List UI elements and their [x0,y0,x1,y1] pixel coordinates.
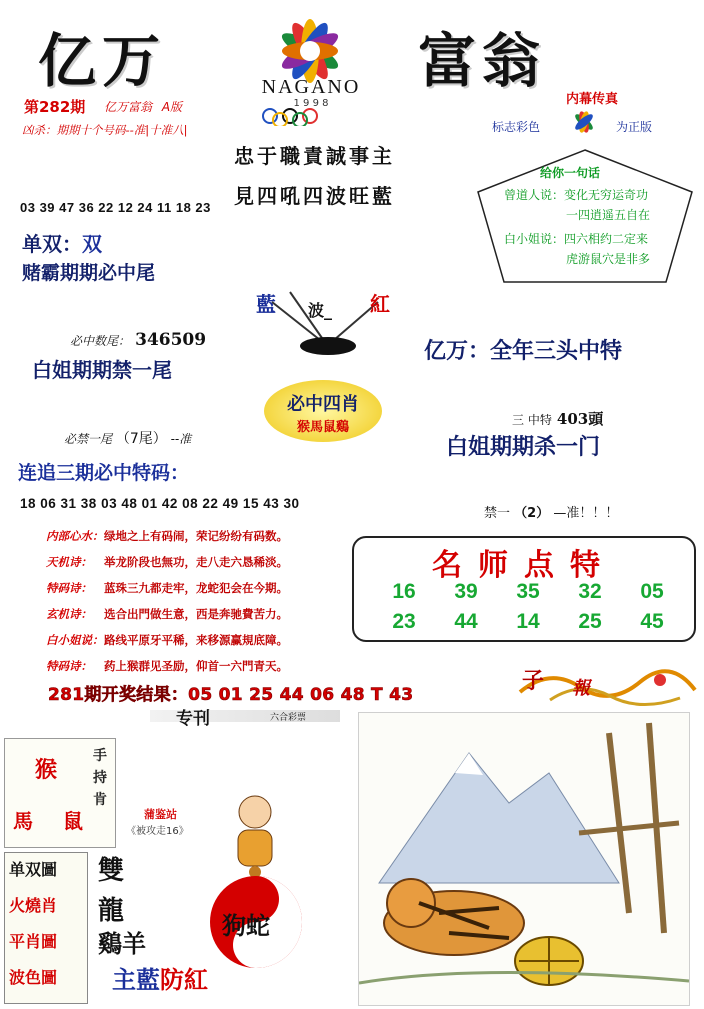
slogan-line1: 忠于職責誠事主 [234,144,395,168]
special-issue-title: 专刊 [176,709,210,729]
legend-item: 单双圖 [9,860,58,879]
poem-text: 选合出門做生意，西是奔驰費苦力。 [104,607,288,621]
title-right: 富翁 [418,27,547,95]
pentagon-line3 [504,230,648,247]
pentagon-line1 [504,186,648,203]
poem-key: 特码诗： [46,581,92,595]
mini-logo-icon [562,110,606,140]
poem-row [46,580,288,596]
bm-main [112,960,208,995]
poem-key: 特码诗： [46,659,92,673]
master-number: 05 [640,580,664,603]
bm-main-blue: 主藍 [112,965,160,994]
bm-chicken-sheep: 鷄羊 [98,929,146,958]
poem-text: 蓝珠三九都走牢，龙蛇犯会在今期。 [104,581,288,595]
poem-key: 白小姐说： [46,633,104,647]
pentagon-line1-text: 变化无穷运奇功 [564,188,649,202]
yin-yang-badge [206,872,306,972]
special-numbers: 18 06 31 38 03 48 01 42 08 22 49 15 43 30 [20,496,300,511]
bl-vertical: 手持肯 [93,748,107,808]
ban-one [484,502,618,521]
four-zodiac-title: 必中四肖 [287,394,359,415]
bl-rat: 鼠 [63,809,83,833]
tiger-illustration [358,712,690,1006]
poem-row [46,528,288,544]
master-number: 23 [392,610,416,633]
fax-row [492,110,672,140]
yiwan-head: 亿万：全年三头中特 [424,339,623,364]
ban-tail-label: 必禁一尾 [64,432,113,446]
zodiac-left: 子 [522,668,545,694]
bl-monkey: 猴 [35,757,58,783]
bl-tag-num: 《被攻走16》 [126,826,189,837]
must-tail [70,330,206,350]
olympic-rings-icon [258,108,362,126]
poem-row [46,606,288,622]
wave-red: 紅 [370,292,390,316]
poem-key: 内部心水： [46,529,104,543]
ban-one-note: —准！！！ [553,506,619,521]
must-tail-label: 必中数尾： [70,334,131,348]
poem-key: 天机诗： [46,555,92,569]
master-number: 45 [640,610,664,633]
master-number: 35 [516,580,540,603]
master-title: 名师点特 [432,548,616,583]
poem-row [46,632,288,648]
fax-right: 为正版 [616,120,653,134]
ban-tail-note: --准 [170,432,192,446]
bl-tag: 蒲鉴站 [144,808,177,821]
bm-dragon: 龍 [98,896,125,926]
logo-text: NAGANO [261,76,361,98]
result-line: 281期开奖结果：05 01 25 44 06 48 T 43 [48,685,414,705]
pentagon-box [474,146,696,286]
white-kill-tail: 白姐期期禁一尾 [32,358,172,382]
poem-row [46,554,288,570]
top-numbers: 03 39 47 36 22 12 24 11 18 23 [20,200,211,215]
bm-dog-snake: 狗蛇 [222,911,270,940]
master-number: 25 [578,610,602,633]
pentagon-line3-label: 白小姐说： [504,232,565,246]
fax-left: 标志彩色 [492,120,541,134]
bl-horse: 馬 [13,809,33,833]
tiger-scene-icon [359,713,689,1005]
special-issue-strip [150,704,340,729]
boy-figure-icon [220,790,290,880]
poem-text: 举龙阶段也無功，走八走六恳稀淡。 [104,555,288,569]
four-zodiac-badge [264,380,382,442]
poem-text: 药上猴群见圣励，仰首一六門青天。 [104,659,288,673]
bottom-left-panel [4,738,116,848]
issue-brand [104,98,182,115]
ban-tail [64,428,191,448]
special-issue-sub: 六合彩票 [270,713,307,723]
master-number: 16 [392,580,416,603]
legend-item: 波色圖 [9,968,58,987]
four-zodiac-animals: 猴馬鼠鷄 [296,420,349,435]
pentagon-line2: 一四逍遥五自在 [566,208,651,222]
fax-title: 内幕传真 [566,92,619,107]
poem-text: 路线平原牙平稀，来移源赢規底障。 [104,633,288,647]
single-double-label: 单双： [22,232,82,256]
white-kill-door: 白姐期期杀一门 [446,435,601,460]
master-box [352,536,696,642]
master-number: 32 [578,580,602,603]
slogan-line2: 見四吼四波旺藍 [234,184,395,208]
legend-item: 火燒肖 [9,896,58,915]
master-number: 39 [454,580,478,603]
wave-blue: 藍 [256,292,276,316]
master-number: 14 [516,610,540,633]
master-number: 44 [454,610,478,633]
bm-double: 雙 [98,856,125,886]
consecutive-title: 连追三期必中特码： [18,462,190,484]
ban-one-label: 禁一 [484,506,511,521]
ban-tail-value: （7尾） [115,431,167,447]
legend-panel [4,852,88,1004]
poem-key: 玄机诗： [46,607,92,621]
single-double-value: 双 [82,232,102,256]
three-special-value: 403頭 [556,410,604,428]
legend-item: 平肖圖 [9,932,58,951]
pentagon-line3-text: 四六相约二定来 [564,232,649,246]
bm-defend-red: 防紅 [160,965,208,994]
tail-line: 赌霸期期必中尾 [22,262,156,284]
poem-text: 绿地之上有码闹，荣记纷纷有码数。 [104,529,288,543]
three-special [512,408,603,429]
issue-grade: A版 [161,100,183,114]
single-double [22,228,102,257]
nagano-logo [210,6,410,126]
logo-year: 1 9 9 8 [293,98,329,109]
wave-middle: 波_ [308,301,333,320]
ban-one-value: （2） [514,506,550,521]
must-tail-value: 346509 [135,330,207,350]
title-left: 亿万 [38,27,167,95]
issue-number: 第282期 [24,98,86,116]
issue-subtitle: 凶杀：期期十个号码--准|十准八| [22,123,188,137]
poem-row [46,658,288,674]
wave-cup [250,284,400,364]
issue-brand-name: 亿万富翁 [104,100,153,114]
three-special-label: 三 中特 [512,413,552,427]
pentagon-line1-label: 曾道人说： [504,188,565,202]
zodiac-mid: 報 [572,678,590,699]
pentagon-line4: 虎游鼠穴是非多 [566,252,651,266]
pentagon-title: 给你一句话 [540,166,601,180]
bl-tag-box [122,806,208,842]
zodiac-banner [510,662,700,708]
